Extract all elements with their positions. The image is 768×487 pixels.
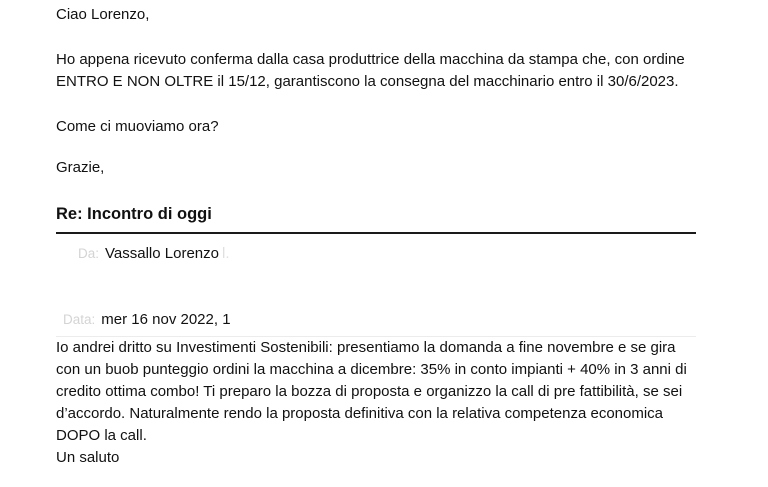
- quoted-subject: Re: Incontro di oggi: [56, 205, 212, 223]
- reply-line: credito ottima combo! Ti preparo la bozza di proposta e organizzo la call di pre fattibilità, se sei: [56, 383, 683, 400]
- date-label: Data:: [63, 312, 96, 327]
- reply-line: con un buob punteggio ordini la macchina a dicembre: 35% in conto impianti + 40% in 3 anni di: [56, 361, 687, 378]
- body-line-1: Ho appena ricevuto conferma dalla casa produttrice della macchina da stampa che, con ordine: [56, 51, 685, 68]
- closing-text: Grazie,: [56, 159, 105, 176]
- body-line-2: ENTRO E NON OLTRE il 15/12, garantiscono la consegna del macchinario entro il 30/6/2023.: [56, 73, 679, 90]
- quoted-reply-body: [56, 337, 706, 469]
- reply-signoff: Un saluto: [56, 449, 120, 466]
- from-label: Da:: [78, 246, 100, 261]
- from-sender-name[interactable]: Vassallo Lorenzo: [105, 245, 219, 262]
- reply-line: Io andrei dritto su Investimenti Sostenibili: presentiamo la domanda a fine novembre e se gira: [56, 339, 676, 356]
- from-row: [78, 243, 229, 265]
- from-sender-address-fragment: l.: [221, 245, 230, 262]
- greeting-text: Ciao Lorenzo,: [56, 6, 150, 23]
- reply-line: d’accordo. Naturalmente rendo la proposta definitiva con la relativa competenza economica: [56, 405, 664, 422]
- date-value: mer 16 nov 2022, 1: [101, 311, 231, 328]
- question-text: Come ci muoviamo ora?: [56, 118, 219, 135]
- subject-divider: [56, 232, 696, 234]
- date-row: [63, 309, 231, 331]
- reply-line: DOPO la call.: [56, 427, 147, 444]
